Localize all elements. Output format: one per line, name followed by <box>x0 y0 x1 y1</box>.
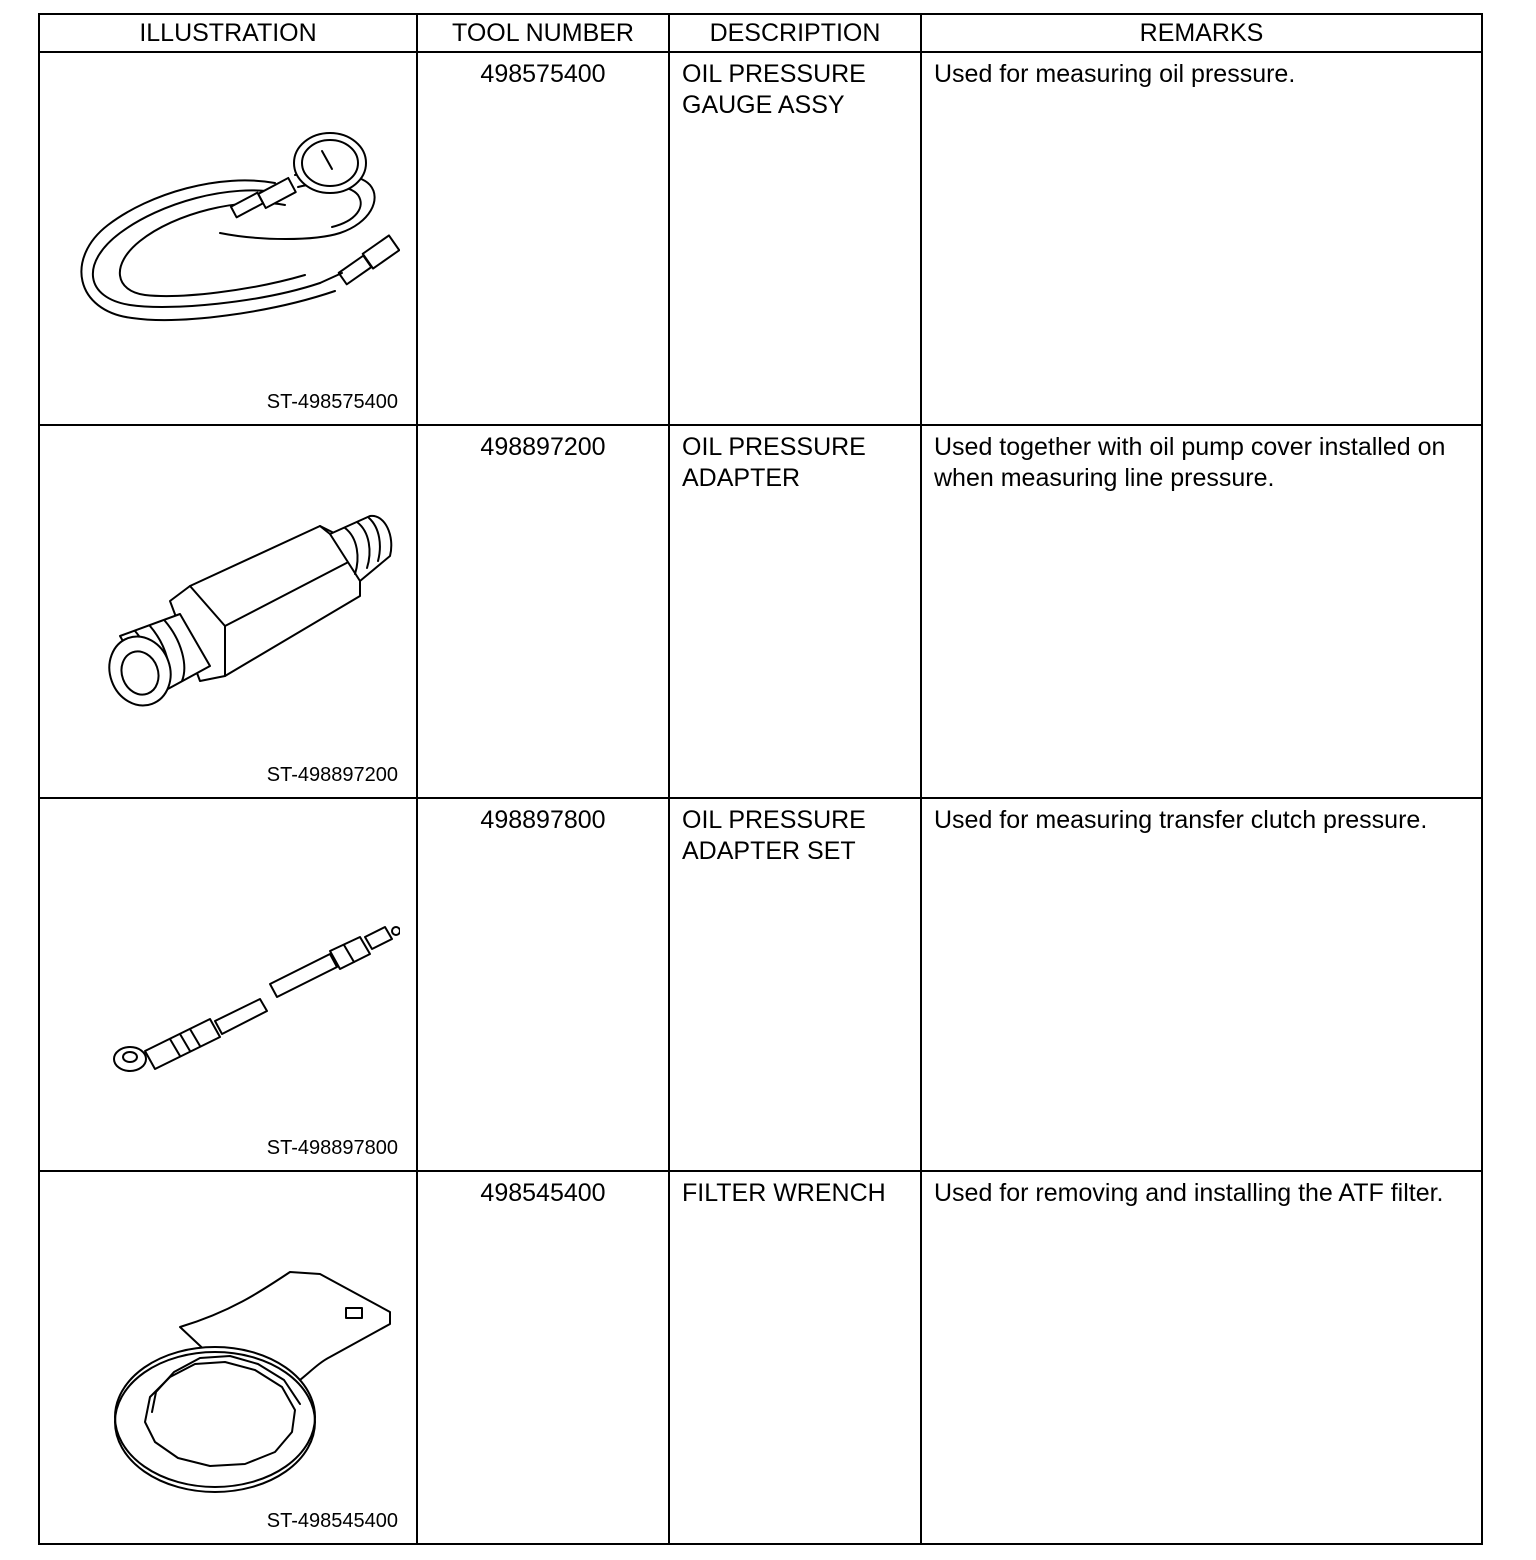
table-row <box>39 798 1482 1171</box>
illustration-code: ST-498897800 <box>266 1137 398 1159</box>
oil-pressure-adapter-set-icon <box>60 859 400 1129</box>
tool-number-cell: 498897200 <box>417 425 669 798</box>
special-tools-table <box>38 13 1483 1545</box>
header-description: DESCRIPTION <box>669 14 921 52</box>
oil-pressure-gauge-icon <box>60 113 400 383</box>
illustration-cell <box>39 798 417 1171</box>
description-cell <box>669 425 921 798</box>
table-row <box>39 1171 1482 1544</box>
illustration-code: ST-498545400 <box>266 1510 398 1532</box>
filter-wrench-icon <box>60 1232 400 1502</box>
tool-number-cell: 498545400 <box>417 1171 669 1544</box>
oil-pressure-adapter-icon <box>60 486 400 756</box>
description-line: OIL PRESSURE <box>682 806 866 834</box>
description-line: ADAPTER <box>682 464 801 492</box>
remarks-cell: Used for measuring oil pressure. <box>921 52 1482 425</box>
table-row <box>39 52 1482 425</box>
header-row <box>39 14 1482 52</box>
remarks-line: when measuring line pressure. <box>934 464 1275 492</box>
description-cell <box>669 798 921 1171</box>
header-remarks: REMARKS <box>921 14 1482 52</box>
illustration-code: ST-498575400 <box>266 391 398 413</box>
tool-number-cell: 498575400 <box>417 52 669 425</box>
remarks-cell: Used for measuring transfer clutch pressure. <box>921 798 1482 1171</box>
illustration-cell <box>39 425 417 798</box>
illustration-cell <box>39 1171 417 1544</box>
remarks-cell: Used for removing and installing the ATF filter. <box>921 1171 1482 1544</box>
header-illustration: ILLUSTRATION <box>39 14 417 52</box>
description-line: FILTER WRENCH <box>682 1179 886 1207</box>
table-row <box>39 425 1482 798</box>
remarks-cell <box>921 425 1482 798</box>
illustration-cell <box>39 52 417 425</box>
description-line: GAUGE ASSY <box>682 91 845 119</box>
remarks-line: Used together with oil pump cover installed on <box>934 433 1446 461</box>
illustration-code: ST-498897200 <box>266 764 398 786</box>
description-line: OIL PRESSURE <box>682 60 866 88</box>
description-cell <box>669 1171 921 1544</box>
description-line: OIL PRESSURE <box>682 433 866 461</box>
description-cell <box>669 52 921 425</box>
description-line: ADAPTER SET <box>682 837 856 865</box>
tool-number-cell: 498897800 <box>417 798 669 1171</box>
header-tool-number: TOOL NUMBER <box>417 14 669 52</box>
